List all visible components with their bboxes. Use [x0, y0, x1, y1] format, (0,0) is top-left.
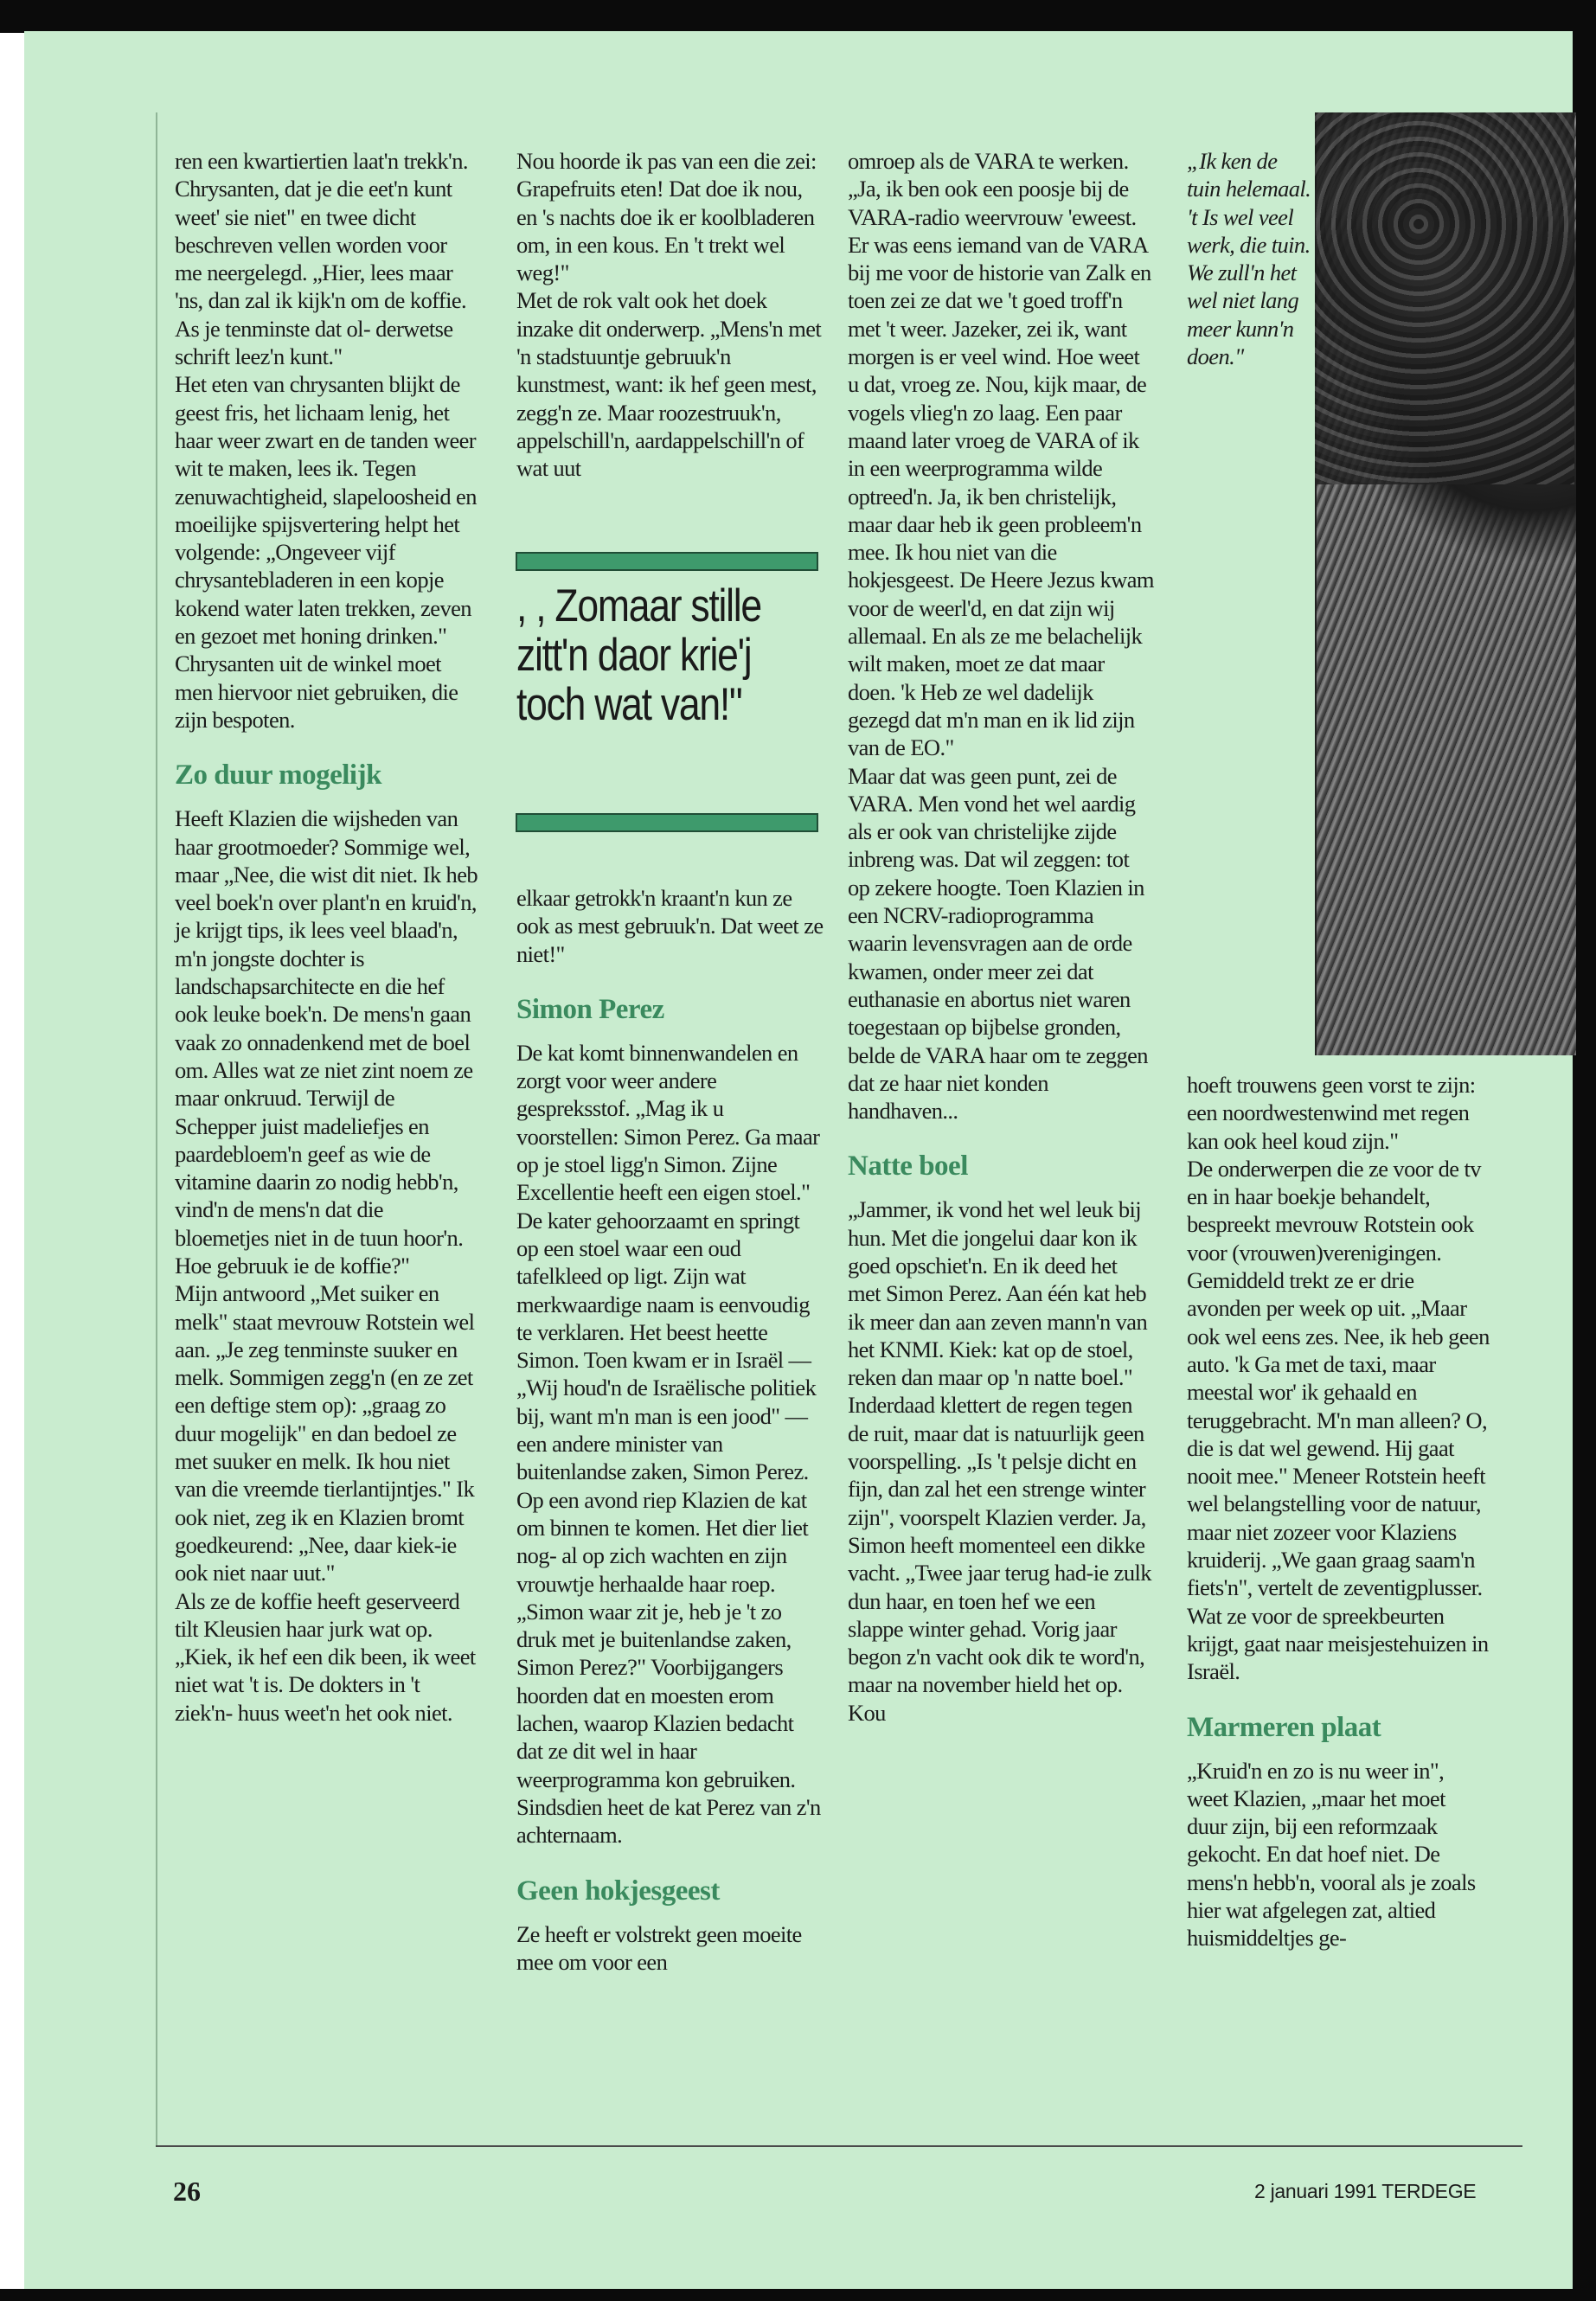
pull-quote: , , Zomaar stille zitt'n daor krie'j toch wat van!" — [516, 580, 761, 730]
paragraph: Maar dat was geen punt, zei de VARA. Men vond het wel aardig als er ook van christelijke zijde inbreng was. Dat wil zeggen: tot op zekere hoogte. Toen Klazien in een NCRV-radioprogramma waarin levensvragen aan de orde kwamen, onder meer zei dat euthanasie en abortus niet waren toegestaan op bijbelse gronden, belde de VARA haar om te zeggen dat ze haar niet konden handhaven... — [848, 762, 1148, 1125]
paragraph: Nou hoorde ik pas van een die zei: Grapefruits eten! Dat doe ik nou, en 's nachts doe ik er koolbladeren om, in een kous. En 't trekt wel weg!" — [516, 148, 817, 286]
scan-border-top — [0, 0, 1596, 33]
subheading: Zo duur mogelijk — [175, 760, 381, 792]
footer-rule — [156, 2145, 1522, 2147]
pullquote-bar-bottom — [516, 813, 818, 832]
paragraph: De onderwerpen die ze voor de tv en in haar boekje behandelt, bespreekt mevrouw Rotstein ook voor (vrouwen)verenigingen. Gemiddeld trekt ze er drie avonden per week op uit. „Maar ook wel eens zes. Nee, ik heb geen auto. 'k Ga met de taxi, maar meestal wor' ik gehaald en teruggebracht. M'n man alleen? O, die is dat wel gewend. Hij gaat nooit mee." Meneer Rotstein heeft wel belangstelling voor de natuur, maar niet zozeer voor Klaziens kruiderij. „We gaan graag saam'n fiets'n", vertelt de zeventigplusser. Wat ze voor de spreekbeurten krijgt, gaat naar meisjestehuizen in Israël. — [1187, 1155, 1490, 1685]
page-number: 26 — [173, 2176, 201, 2207]
paragraph: omroep als de VARA te werken. „Ja, ik ben ook een poosje bij de VARA-radio weervrouw 'eweest. Er was eens iemand van de VARA bij me voor de historie van Zalk en toen zei ze dat we 't goed troff'n met 't weer. Jazeker, zei ik, want morgen is er veel wind. Hoe weet u dat, vroeg ze. Nou, kijk maar, de vogels vlieg'n zo laag. Een paar maand later vroeg de VARA of ik in een weerprogramma wilde optreed'n. Ja, ik ben christelijk, maar daar heb ik geen probleem'n mee. Ik hou niet van die hokjesgeest. De Heere Jezus kwam voor de weerl'd, en dat zijn wij allemaal. En als ze me belachelijk wilt maken, moet ze dat maar doen. 'k Heb ze wel dadelijk gezegd dat m'n man en ik lid zijn van de EO." — [848, 148, 1154, 761]
column-4 — [1187, 1071, 1490, 1952]
paragraph: Het eten van chrysanten blijkt de geest fris, het lichaam lenig, het haar weer zwart en de tanden weer wit te maken, lees ik. Tegen zenuwachtigheid, slapeloosheid en moeilijke spijsvertering helpt het volgende: „Ongeveer vijf chrysantebladeren in een kopje kokend water laten trekken, zeven en gezoet met honing drinken." Chrysanten uit de winkel moet men hiervoor niet gebruiken, die zijn bespoten. — [175, 371, 477, 733]
left-margin-rule — [156, 112, 157, 2147]
paragraph: Chrysanten, dat je die eet'n kunt weet' sie niet" en twee dicht beschreven vellen worden voor me neergelegd. „Hier, lees maar 'ns, dan zal ik kijk'n om de koffie. As je tenminste dat ol- derwetse schrift leez'n kunt." — [175, 176, 467, 370]
paragraph: ren een kwartiertien laat'n trekk'n. — [175, 148, 468, 174]
issue-date: 2 januari 1991 TERDEGE — [1254, 2180, 1477, 2202]
subheading: Geen hokjesgeest — [516, 1875, 720, 1907]
column-1 — [175, 147, 478, 1727]
column-2-top — [516, 147, 824, 483]
subheading: Simon Perez — [516, 993, 664, 1025]
paragraph: hoeft trouwens geen vorst te zijn: een noordwestenwind met regen kan ook heel koud zijn." — [1187, 1072, 1476, 1154]
paragraph: Ze heeft er volstrekt geen moeite mee om voor een — [516, 1920, 802, 1975]
subheading: Marmeren plaat — [1187, 1711, 1381, 1743]
subheading: Natte boel — [848, 1150, 968, 1183]
paragraph: Heeft Klazien die wijsheden van haar grootmoeder? Sommige wel, maar „Nee, die wist dit niet. Ik heb veel boek'n over plant'n en kruid'n, je krijgt tips, ik lees veel blaad'n, m'n jongste dochter is landschapsarchitecte en die hef ook leuke boek'n. De mens'n gaan vaak zo onnadenkend met de boel om. Alles wat ze niet zint noem ze maar onkruud. Terwijl de Schepper juist madeliefjes en paardebloem'n geef as wie de vitamine daarin zo nodig hebb'n, vind'n de mens'n dat die bloemetjes niet in de tuun hoor'n. Hoe gebruuk ie de koffie?" — [175, 805, 478, 1279]
paragraph: Met de rok valt ook het doek inzake dit onderwerp. „Mens'n met 'n stadstuuntje gebruuk'n kunstmest, want: ik hef geen mest, zegg'n ze. Maar roozestruuk'n, appelschill'n, aardappelschill'n of wat uut — [516, 287, 822, 482]
paragraph: Als ze de koffie heeft geserveerd tilt Kleusien haar jurk wat op. „Kiek, ik hef een dik been, ik weet niet wat 't is. De dokters in 't ziek'n- huus weet'n het ook niet. — [175, 1587, 476, 1726]
garden-photo-foliage — [1315, 112, 1574, 484]
column-3 — [848, 147, 1155, 1727]
paragraph: „Jammer, ik vond het wel leuk bij hun. Met die jongelui daar kon ik goed opschiet'n. En ik deed het met Simon Perez. Aan één kat heb ik meer dan aan zeven mann'n van het KNMI. Kiek: kat op de stoel, reken dan maar op 'n natte boel." Inderdaad klettert de regen tegen de ruit, maar dat is natuurlijk geen voorspelling. „Is 't pelsje dicht en fijn, dan zal het een strenge winter zijn", voorspelt Klazien verder. Ja, Simon heeft momenteel een dikke vacht. „Twee jaar terug had-ie zulk dun haar, en toen hef we een slappe winter gehad. Vorig jaar begon z'n vacht ook dik te word'n, maar na november hield het op. Kou — [848, 1196, 1151, 1726]
pullquote-bar-top — [516, 552, 818, 571]
paragraph: De kat komt binnenwandelen en zorgt voor weer andere gespreksstof. „Mag ik u voorstellen: Simon Perez. Ga maar op je stoel ligg'n Simon. Zijne Excellentie heeft een eigen stoel." De kater gehoorzaamt en springt op een stoel waar een oud tafelkleed op ligt. Zijn wat merkwaardige naam is eenvoudig te verklaren. Het beest heette Simon. Toen kwam er in Israël — „Wij houd'n de Israëlische politiek bij, want m'n man is een jood" — een andere minister van buitenlandse zaken, Simon Perez. Op een avond riep Klazien de kat om binnen te komen. Het dier liet nog- al op zich wachten en zijn vrouwtje herhaalde haar roep. „Simon waar zit je, heb je 't zo druk met je buitenlandse zaken, Simon Perez?" Voorbijgangers hoorden dat en moesten erom lachen, waarop Klazien bedacht dat ze dit wel in haar weerprogramma kon gebruiken. Sindsdien heet de kat Perez van z'n achternaam. — [516, 1039, 821, 1849]
paragraph: „Kruid'n en zo is nu weer in", weet Klazien, „maar het moet duur zijn, bij een reformzaak gekocht. En dat hoef niet. De mens'n hebb'n, vooral als je zoals hier wat afgelegen zat, altied huismiddeltjes ge- — [1187, 1757, 1476, 1952]
photo-quote: „Ik ken de tuin helemaal. 't Is wel veel werk, die tuin. We zull'n het wel niet lang meer kunn'n doen." — [1187, 148, 1311, 370]
column-2-bottom — [516, 884, 824, 1976]
paragraph: Mijn antwoord „Met suiker en melk" staat mevrouw Rotstein wel aan. „Je zeg tenminste suuker en melk. Sommigen zegg'n (en ze zet een deftige stem op): „graag zo duur mogelijk" en dan bedoel ze met suuker en melk. Ik hou niet van die vreemde tierlantijntjes." Ik ook niet, zeg ik en Klazien bromt goedkeurend: „Nee, daar kiek-ie ook niet naar uut." — [175, 1280, 475, 1586]
paragraph: elkaar getrokk'n kraant'n kun ze ook as mest gebruuk'n. Dat weet ze niet!" — [516, 885, 824, 967]
scan-border-bottom — [0, 2289, 1596, 2301]
